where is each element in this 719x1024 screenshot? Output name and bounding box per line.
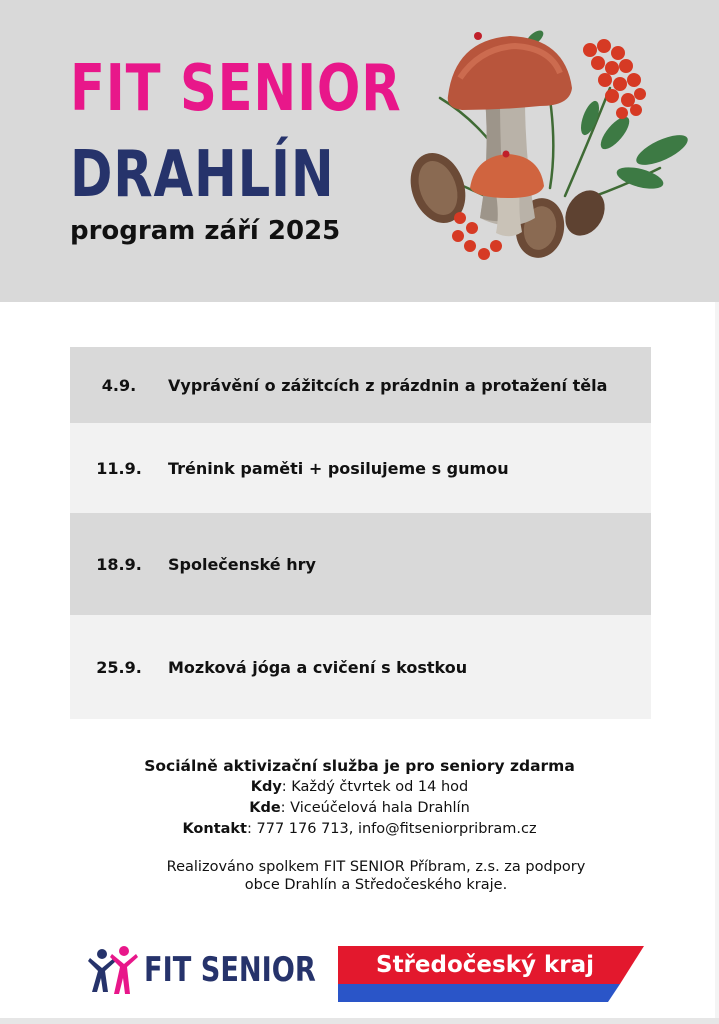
- when-line: [0, 777, 719, 798]
- credit-line-1: Realizováno spolkem FIT SENIOR Příbram, z.s. za podpory: [166, 859, 586, 875]
- contact-label: Kontakt: [182, 821, 247, 837]
- stredocesky-kraj-logo: [338, 946, 644, 1002]
- event-date: 25.9.: [96, 657, 142, 677]
- region-logo-text: Středočeský kraj: [376, 952, 595, 978]
- schedule-table: [70, 347, 651, 719]
- credit-line-2: obce Drahlín a Středočeského kraje.: [244, 877, 508, 893]
- service-info: [0, 756, 719, 840]
- where-line: [0, 798, 719, 819]
- event-date: 11.9.: [96, 458, 142, 478]
- title-fit-senior: FIT SENIOR: [70, 52, 402, 126]
- contact-value: : 777 176 713, info@fitseniorpribram.cz: [247, 821, 537, 837]
- fit-senior-logo: [86, 944, 316, 1000]
- mushroom-illustration: [400, 18, 700, 278]
- event-title: Vyprávění o zážitcích z prázdnin a protažení těla: [168, 375, 608, 395]
- service-lead: Sociálně aktivizační služba je pro seniory zdarma: [144, 757, 575, 775]
- when-value: : Každý čtvrtek od 14 hod: [281, 779, 469, 795]
- header-panel: [0, 0, 719, 302]
- table-row: [70, 423, 651, 513]
- event-title: Mozková jóga a cvičení s kostkou: [168, 657, 468, 677]
- page-edge: [715, 302, 719, 1024]
- title-drahlin: DRAHLÍN: [70, 138, 335, 212]
- event-title: Trénink paměti + posilujeme s gumou: [168, 458, 509, 478]
- where-value: : Viceúčelová hala Drahlín: [280, 800, 470, 816]
- when-label: Kdy: [250, 779, 282, 795]
- table-row: [70, 513, 651, 615]
- event-date: 4.9.: [101, 375, 137, 395]
- contact-line: [0, 819, 719, 840]
- fit-senior-figures-icon: [86, 944, 142, 1000]
- program-subtitle: program září 2025: [70, 216, 341, 246]
- event-title: Společenské hry: [168, 554, 316, 574]
- table-row: [70, 347, 651, 423]
- table-row: [70, 615, 651, 719]
- fit-senior-logo-text: FIT SENIOR: [144, 950, 316, 990]
- credit-text: [0, 858, 719, 894]
- where-label: Kde: [249, 800, 281, 816]
- bottom-border: [0, 1018, 719, 1024]
- event-date: 18.9.: [96, 554, 142, 574]
